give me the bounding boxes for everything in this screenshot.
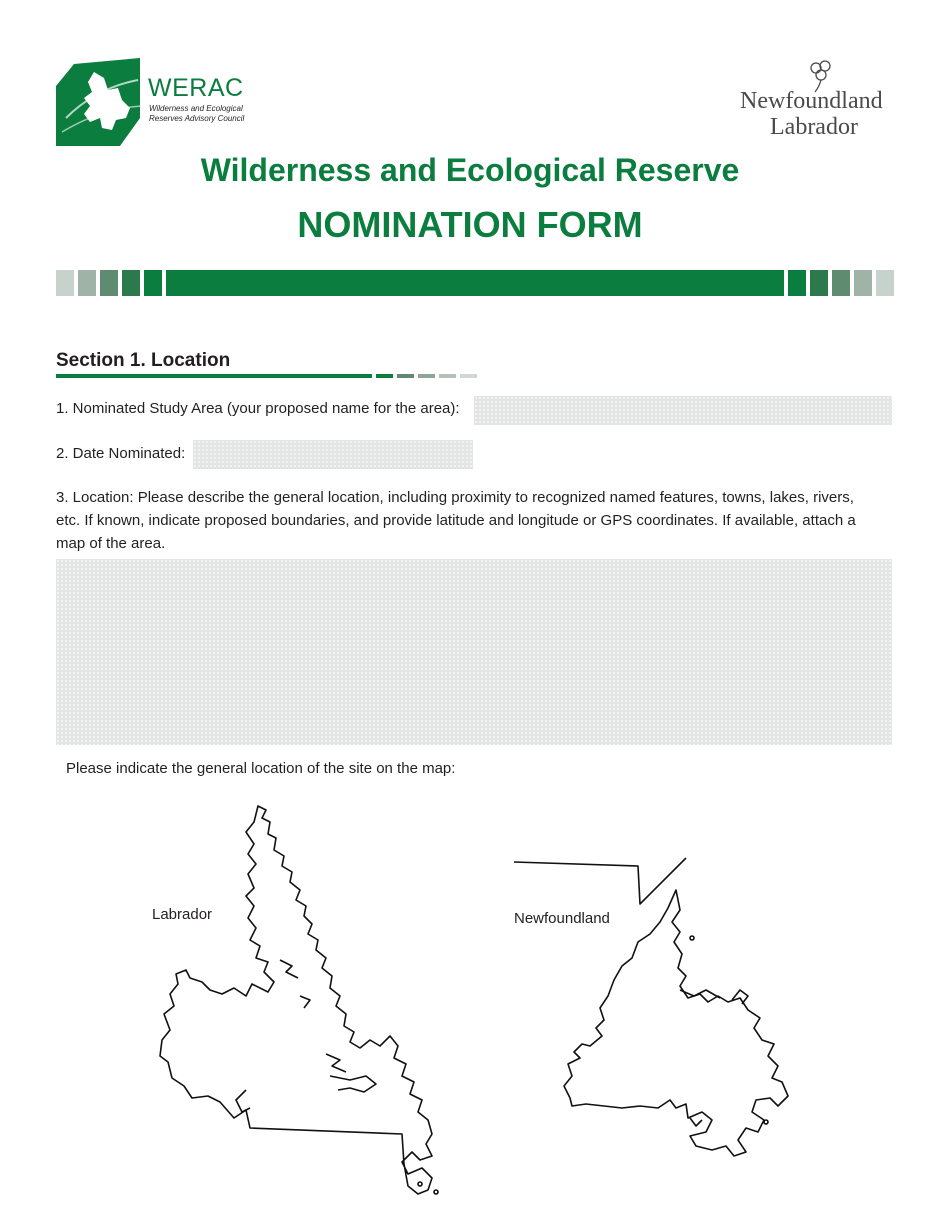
section-rule-dash bbox=[397, 374, 414, 378]
werac-subtitle-line1: Wilderness and Ecological bbox=[149, 104, 243, 113]
banner-square bbox=[810, 270, 828, 296]
study-area-input[interactable] bbox=[474, 396, 892, 425]
banner-square bbox=[56, 270, 74, 296]
werac-logo bbox=[56, 58, 146, 146]
location-instructions-line2: etc. If known, indicate proposed boundaries, and provide latitude and longitude or GPS coordinates. If available, attach a bbox=[56, 512, 856, 529]
province-logo-line1: Newfoundland bbox=[740, 88, 883, 114]
newfoundland-label: Newfoundland bbox=[514, 910, 610, 927]
section-rule-dash bbox=[460, 374, 477, 378]
banner-square bbox=[876, 270, 894, 296]
banner-bar bbox=[166, 270, 784, 296]
labrador-label: Labrador bbox=[152, 906, 213, 923]
banner-square bbox=[854, 270, 872, 296]
labrador-map[interactable] bbox=[150, 800, 460, 1200]
study-area-label: 1. Nominated Study Area (your proposed name for the area): bbox=[56, 400, 460, 417]
section-rule-dash bbox=[439, 374, 456, 378]
werac-subtitle-line2: Reserves Advisory Council bbox=[149, 114, 245, 123]
banner-square bbox=[832, 270, 850, 296]
province-logo-line2: Labrador bbox=[770, 114, 858, 140]
form-title: Wilderness and Ecological Reserve bbox=[200, 152, 740, 188]
banner-square bbox=[144, 270, 162, 296]
date-nominated-label: 2. Date Nominated: bbox=[56, 445, 186, 462]
map-instruction: Please indicate the general location of the site on the map: bbox=[66, 760, 456, 777]
banner-square bbox=[122, 270, 140, 296]
form-subtitle: NOMINATION FORM bbox=[297, 204, 643, 245]
date-nominated-input[interactable] bbox=[193, 440, 473, 469]
section-rule-dash bbox=[418, 374, 435, 378]
werac-name: WERAC bbox=[148, 74, 244, 102]
location-instructions-line3: map of the area. bbox=[56, 535, 166, 552]
location-instructions-line1: 3. Location: Please describe the general location, including proximity to recognized named features, towns, lakes, rivers, bbox=[56, 489, 854, 506]
banner-square bbox=[788, 270, 806, 296]
banner-square bbox=[100, 270, 118, 296]
newfoundland-map[interactable] bbox=[510, 850, 810, 1165]
section-rule bbox=[56, 374, 372, 378]
section-heading: Section 1. Location bbox=[56, 350, 231, 371]
location-description-textarea[interactable] bbox=[56, 559, 892, 745]
section-rule-dash bbox=[376, 374, 393, 378]
banner-square bbox=[78, 270, 96, 296]
